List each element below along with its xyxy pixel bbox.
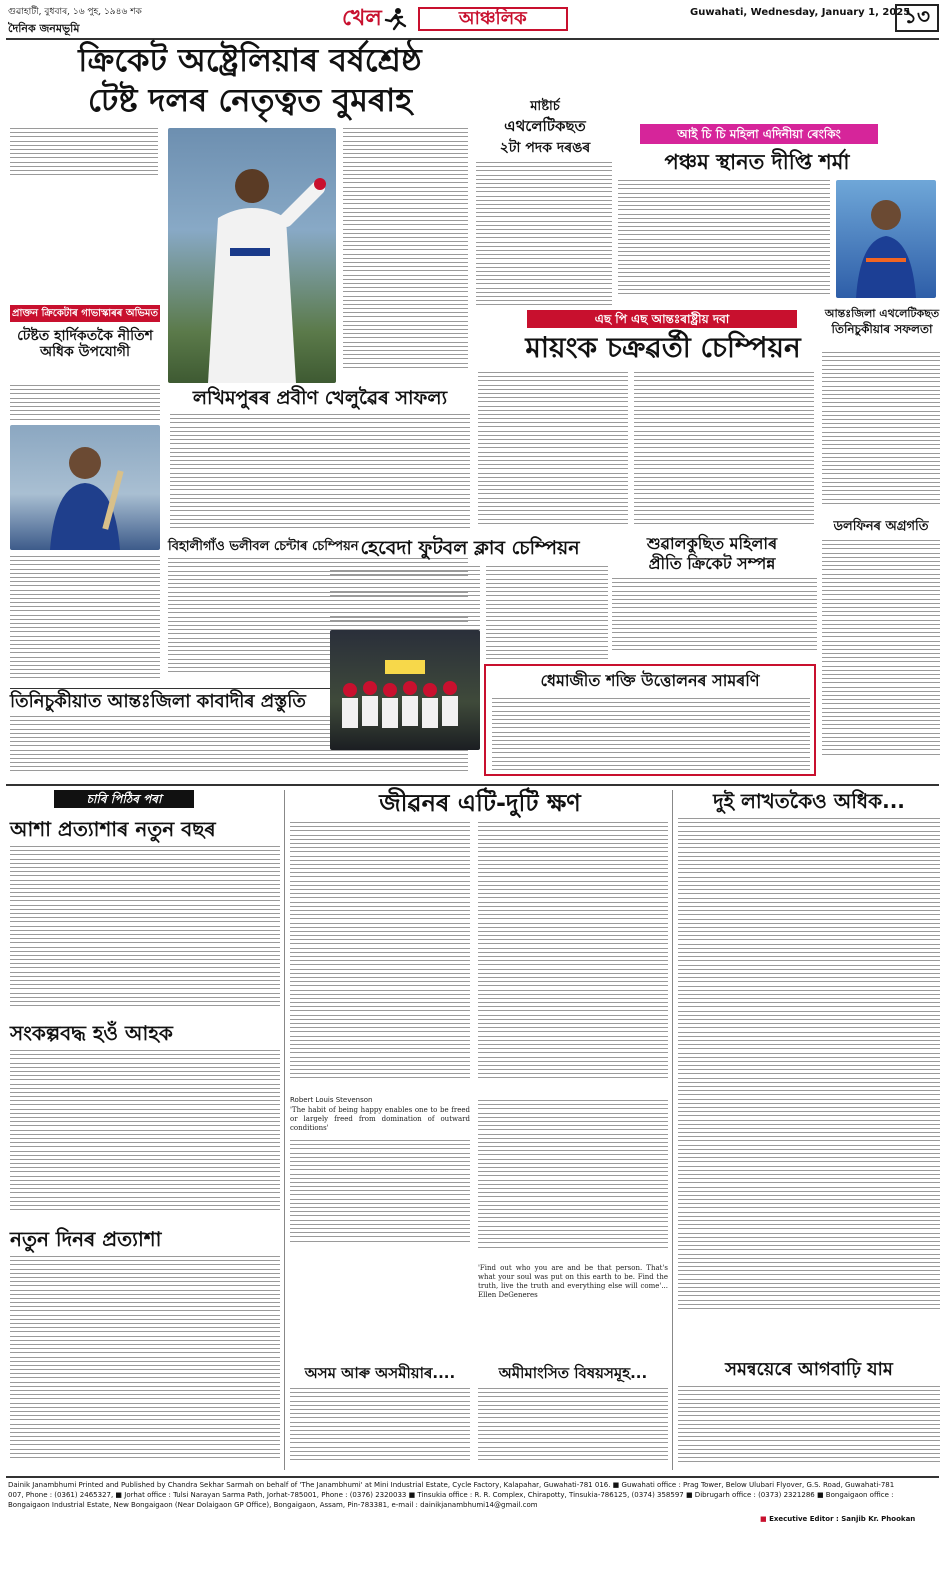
bumrah-body-col1 — [10, 128, 158, 300]
samanway-body — [678, 1386, 940, 1468]
deepti-banner: আই চি চি মহিলা এদিনীয়া ৰেংকিং — [640, 124, 878, 144]
gavaskar-body — [10, 385, 160, 425]
dhemaji-headline: ধেমাজীত শক্তি উত্তোলনৰ সামৰণি — [540, 671, 760, 690]
sankalpa-headline: সংকল্পবদ্ধ হওঁ আহক — [10, 1021, 173, 1045]
col-sep-1 — [284, 790, 285, 1470]
masters-headline-2: এথলেটিকছত — [504, 117, 586, 135]
masthead-date-english: Guwahati, Wednesday, January 1, 2025 — [690, 7, 911, 18]
footer-editor — [760, 1515, 915, 1524]
masters-body — [476, 162, 612, 312]
asha-headline: আশা প্ৰত্যাশাৰ নতুন বছৰ — [10, 817, 216, 841]
logo-anchalik: আঞ্চলিক — [418, 7, 568, 31]
gavaskar-box — [10, 305, 160, 360]
womens-cricket-headline-2: প্ৰীতি ক্ৰিকেট সম্পন্ন — [648, 554, 776, 573]
dhemaji-body — [492, 698, 810, 773]
deepti-photo — [836, 180, 936, 298]
gavaskar-label: প্ৰাক্তন ক্ৰিকেটাৰ গাভাস্কাৰৰ অভিমত — [10, 305, 160, 322]
bumrah-headline-1: ক্ৰিকেট অষ্ট্ৰেলিয়াৰ বৰ্ষশ্ৰেষ্ঠ — [78, 41, 422, 79]
col-sep-2 — [672, 790, 673, 1470]
amimangsita-body — [478, 1388, 668, 1468]
editor-bullet-icon: ■ — [760, 1515, 770, 1523]
dalfin-body — [822, 540, 940, 765]
dhemaji-box — [484, 664, 816, 776]
samanway-headline: সমন্বয়েৰে আগবাঢ়ি যাম — [725, 1359, 893, 1380]
sankalpa-body — [10, 1050, 280, 1220]
tinsukia-athletics-headline: তিনিচুকীয়াৰ সফলতা — [831, 321, 933, 336]
jibon-body-2 — [478, 822, 668, 1094]
tinsukia-athletics-box — [822, 308, 942, 336]
jibon-quote-2: 'Find out who you are and be that person. That's what your soul was put on this earth to be. Find the truth, live the truth and everything else will come'... Ellen DeGeneres — [478, 1264, 668, 1299]
dui-lakh-headline: দুই লাখতকৈও অধিক... — [713, 789, 905, 813]
bumrah-photo — [168, 128, 336, 383]
page-number: ১৩ — [895, 4, 939, 32]
mayank-headline: মায়ংক চক্ৰৱৰ্তী চেম্পিয়ন — [525, 331, 801, 364]
editorial-top-rule — [6, 784, 939, 786]
asha-body — [10, 846, 280, 1016]
lakhimpur-headline: লখিমপুৰৰ প্ৰবীণ খেলুৱৈৰ সাফল্য — [192, 387, 448, 409]
masthead-date-local: গুৱাহাটী, বুধবাৰ, ১৬ পুহ, ১৯৪৬ শক — [8, 7, 142, 17]
jibon-body-1 — [290, 822, 470, 1094]
footer-editor-text: Executive Editor : Sanjib Kr. Phookan — [769, 1515, 916, 1523]
column-tag: চাৰি পিঠিৰ পৰা — [54, 790, 194, 808]
bumrah-body-col3 — [343, 128, 468, 383]
hebeda-body-2 — [486, 566, 608, 666]
mayank-banner: এছ পি এছ আন্তঃৰাষ্ট্ৰীয় দবা — [527, 310, 797, 328]
deepti-body — [618, 180, 830, 300]
gavaskar-headline: টেষ্টত হাৰ্দিকতকৈ নীতিশ অধিক উপযোগী — [17, 328, 153, 361]
notun-din-body — [10, 1256, 280, 1468]
dalfin-headline: ডলফিনৰ অগ্ৰগতি — [833, 519, 929, 534]
nitish-photo — [10, 425, 160, 550]
footer-rule — [6, 1476, 939, 1478]
section-logo — [342, 4, 612, 34]
mayank-body-2 — [634, 372, 814, 532]
footer-line-3: Bongaigaon Industrial Estate, New Bongaigaon (Near Dolaigaon GP Office), Bongaigaon, Assam, Pin-783381, e-mail : dainikjanambhumi14@gmail.com — [8, 1501, 538, 1509]
masters-headline-1: মাষ্টাৰ্চ — [530, 99, 560, 114]
notun-din-headline: নতুন দিনৰ প্ৰত্যাশা — [10, 1227, 162, 1251]
assam-body — [290, 1388, 470, 1468]
bumrah-headline-2: টেষ্ট দলৰ নেতৃত্বত বুমৰাহ — [87, 81, 413, 119]
footer-line-1: Dainik Janambhumi Printed and Published by Chandra Sekhar Sarmah on behalf of 'The Janambhumi' at Mini Industrial Estate, Cycle Factory, Kalapahar, Guwahati-781 016. ■ Guwahati office : Prag Tower, Below Ulubari Flyover, G.S. Road, Guwahati-781 — [8, 1481, 895, 1489]
womens-cricket-headline-1: শুৱালকুছিত মহিলাৰ — [646, 534, 778, 553]
kabaddi-headline: তিনিচুকীয়াত আন্তঃজিলা কাবাদীৰ প্ৰস্তুতি — [10, 691, 306, 712]
assam-headline: অসম আৰু অসমীয়াৰ.... — [304, 1364, 456, 1382]
dui-lakh-body — [678, 818, 940, 1356]
masthead-rule — [6, 38, 939, 40]
runner-icon — [382, 6, 408, 32]
tinsukia-athletics-body — [822, 352, 940, 512]
lakhimpur-body — [170, 414, 470, 534]
hebeda-headline: হেবেদা ফুটবল ক্লাব চেম্পিয়ন — [360, 537, 580, 559]
logo-khel-text: খেল — [342, 5, 382, 31]
hebeda-team-photo — [330, 630, 480, 750]
mayank-body-1 — [478, 372, 628, 532]
jibon-body-4 — [478, 1100, 668, 1260]
masters-headline-3: ২টা পদক দৰঙৰ — [499, 140, 591, 156]
womens-cricket-body — [612, 578, 817, 658]
deepti-headline: পঞ্চম স্থানত দীপ্তি শৰ্মা — [664, 150, 850, 174]
tinsukia-athletics-label: আন্তঃজিলা এথলেটিকছত — [824, 307, 940, 320]
jibon-quote-text: 'The habit of being happy enables one to be freed or largely freed from domination of outward conditions' — [290, 1106, 470, 1132]
gavaskar-body-2 — [10, 556, 160, 686]
jibon-body-3 — [290, 1140, 470, 1250]
amimangsita-headline: অমীমাংসিত বিষয়সমূহ... — [498, 1364, 648, 1382]
bihaligaon-headline: বিহালীগাঁও ভলীবল চেন্টাৰ চেম্পিয়ন — [168, 539, 359, 554]
jibon-headline: জীৱনৰ এটি-দুটি ক্ষণ — [379, 789, 581, 817]
paper-name: দৈনিক জনমভূমি — [8, 22, 80, 35]
jibon-quote-author: Robert Louis Stevenson — [290, 1096, 373, 1104]
footer-line-2: 007, Phone : (0361) 2465327, ■ Jorhat office : Tulsi Narayan Sarma Path, Jorhat-785001, Phone : (0376) 2320033 ■ Tinsukia office : R. R. Complex, Chirapotty, Tinsukia-786125, (0374) 358597 ■ Dibrugarh office : (0373) 2321286 ■ Bongaigaon office : — [8, 1491, 894, 1499]
